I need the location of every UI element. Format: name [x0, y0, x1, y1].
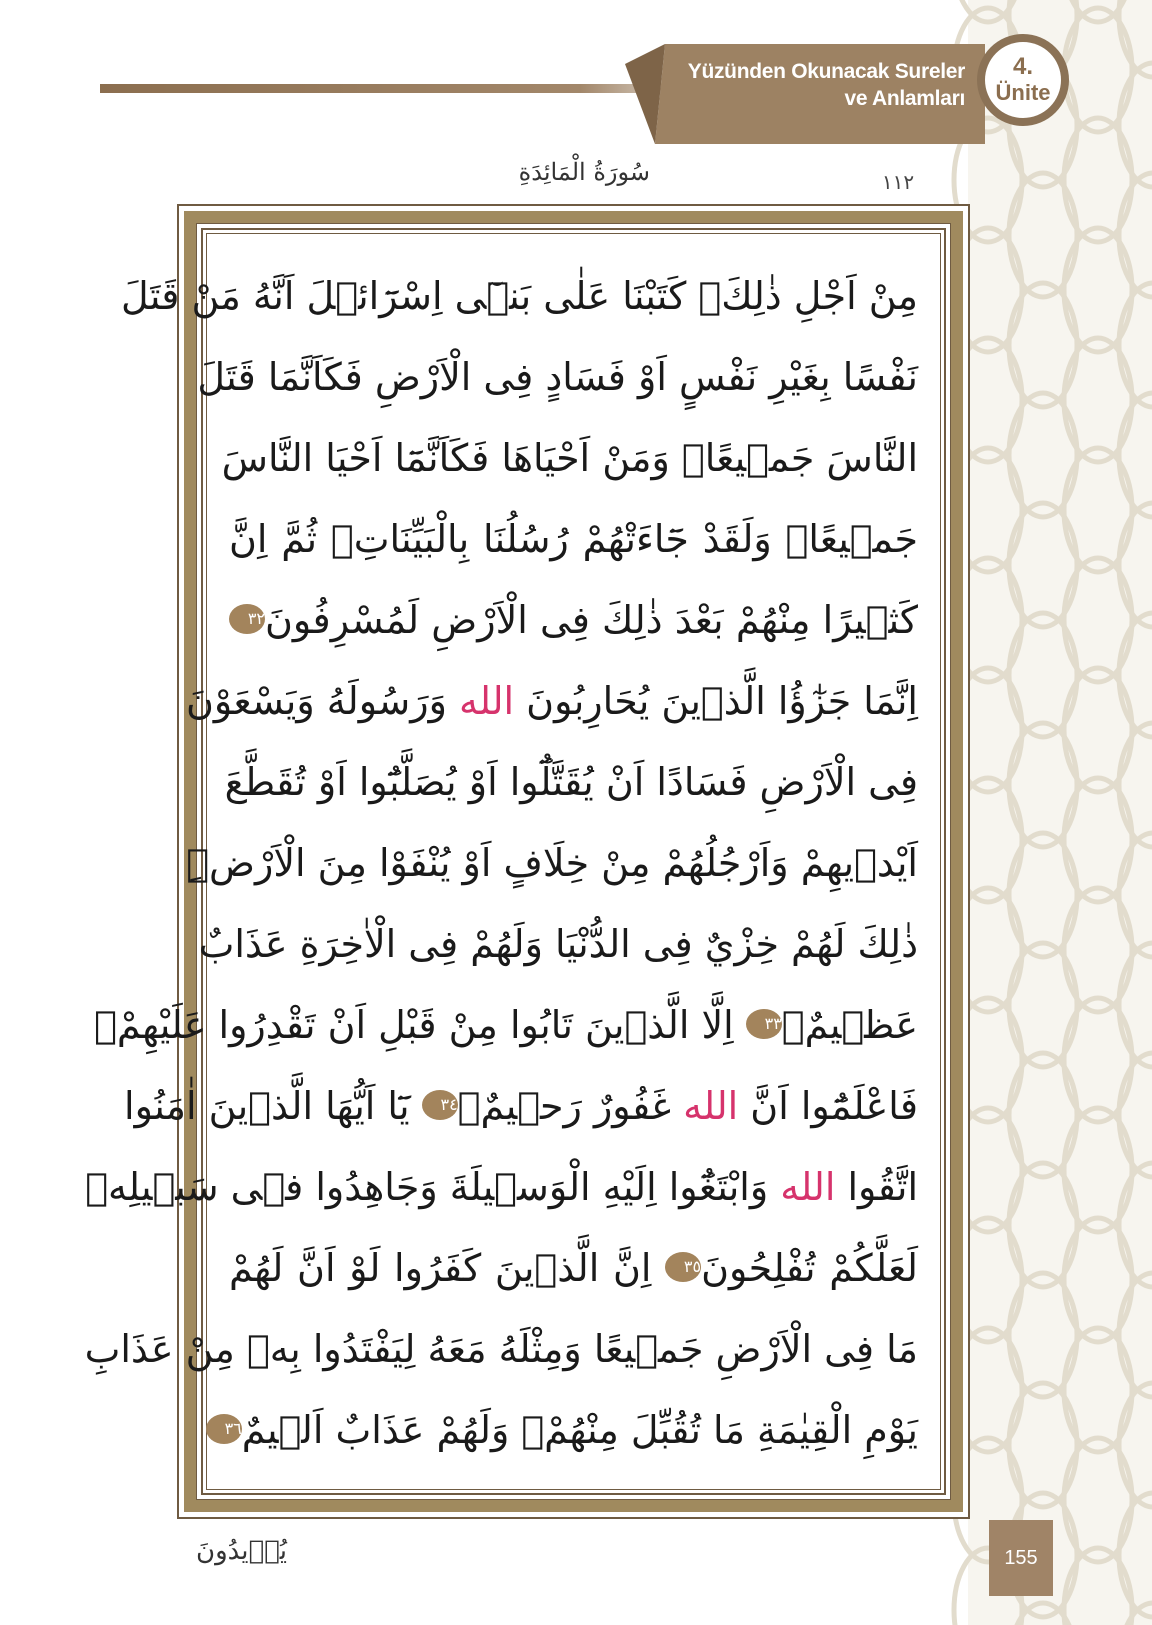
verse-text: مِنْ اَجْلِ ذٰلِكَۚ كَتَبْنَا عَلٰى بَنٖٓى اِسْرَٓائٖلَ اَنَّهُ مَنْ قَتَلَ: [121, 274, 918, 318]
ayah-number-marker: ٣٢: [229, 604, 265, 634]
verse-text: النَّاسَ جَمٖيعًاۜ وَمَنْ اَحْيَاهَا فَكَاَنَّمَٓا اَحْيَا النَّاسَ: [221, 436, 918, 480]
verse-text: مَا فِى الْاَرْضِ جَمٖيعًا وَمِثْلَهُ مَعَهُ لِيَفْتَدُوا بِهٖ مِنْ عَذَابِ: [84, 1327, 918, 1371]
verse-text: اَيْدٖيهِمْ وَاَرْجُلُهُمْ مِنْ خِلَافٍ اَوْ يُنْفَوْا مِنَ الْاَرْضِۜ: [186, 841, 918, 885]
verse-text: ذٰلِكَ لَهُمْ خِزْيٌ فِى الدُّنْيَا وَلَهُمْ فِى الْاٰخِرَةِ عَذَابٌ: [198, 922, 918, 966]
verse-area: [84, 233, 941, 1490]
pattern-oval: [1119, 1273, 1152, 1397]
ayah-number-marker: ٣٦: [206, 1414, 242, 1444]
verse-text: اتَّقُوا: [835, 1165, 918, 1209]
verse-text: وَرَسُولَهُ وَيَسْعَوْنَ: [186, 679, 459, 723]
pattern-oval: [1119, 1053, 1152, 1177]
verse-text: لَعَلَّكُمْ تُفْلِحُونَ: [701, 1246, 918, 1290]
mushaf-page-number: ١١٢: [881, 170, 915, 194]
pattern-oval: [1119, 283, 1152, 407]
unit-badge: [977, 34, 1069, 126]
verse-line: [186, 823, 918, 904]
pattern-oval: [1119, 503, 1152, 627]
highlighted-word: الله: [780, 1165, 836, 1209]
verse-text: يَوْمِ الْقِيٰمَةِ مَا تُقُبِّلَ مِنْهُمْۚ وَلَهُمْ عَذَابٌ اَلٖيمٌ: [241, 1408, 918, 1452]
surah-name: سُورَةُ الْمَائِدَةِ: [518, 158, 650, 186]
verse-text: اِنَّ الَّذٖينَ كَفَرُوا لَوْ اَنَّ لَهُمْ: [229, 1246, 666, 1290]
page-number: 155: [989, 1520, 1053, 1596]
frame-inner-border: [84, 228, 946, 1495]
ayah-number-marker: ٣٥: [665, 1252, 701, 1282]
verse-line: [229, 1228, 918, 1309]
pattern-oval: [1119, 63, 1152, 187]
side-decorative-pattern: [968, 0, 1152, 1625]
unit-title-line1: Yüzünden Okunacak Sureler: [687, 60, 965, 83]
verse-line: [84, 1309, 918, 1390]
verse-text: فَاعْلَمُٓوا اَنَّ: [738, 1084, 918, 1128]
verse-line: [229, 499, 918, 580]
unit-number: 4.: [1012, 53, 1033, 80]
unit-title: [685, 58, 965, 112]
verse-line: [229, 580, 918, 661]
verse-text: وَابْتَغُٓوا اِلَيْهِ الْوَسٖيلَةَ وَجَاهِدُوا فٖى سَبٖيلِهٖ: [85, 1165, 781, 1209]
verse-text: فِى الْاَرْضِ فَسَادًا اَنْ يُقَتَّلُٓوا اَوْ يُصَلَّبُٓوا اَوْ تُقَطَّعَ: [224, 760, 918, 804]
pattern-oval: [1119, 1383, 1152, 1507]
catchword: يُرٖيدُونَ: [196, 1536, 287, 1566]
pattern-oval: [1119, 613, 1152, 737]
unit-title-line2: ve Anlamları: [844, 87, 965, 110]
verse-line: [186, 661, 918, 742]
pattern-oval: [1119, 173, 1152, 297]
pattern-oval: [1119, 393, 1152, 517]
frame-gold-border: [84, 211, 963, 1512]
verse-text: نَفْسًا بِغَيْرِ نَفْسٍ اَوْ فَسَادٍ فِى الْاَرْضِ فَكَاَنَّمَا قَتَلَ: [197, 355, 918, 399]
verse-text: يَٓا اَيُّهَا الَّذٖينَ اٰمَنُوا: [124, 1084, 422, 1128]
verse-line: [224, 742, 918, 823]
verse-line: [197, 337, 918, 418]
verse-lines: [84, 256, 918, 1471]
ayah-number-marker: ٣٣: [746, 1009, 782, 1039]
verse-line: [198, 904, 918, 985]
verse-line: [121, 256, 918, 337]
verse-line: [85, 1147, 918, 1228]
verse-line: [94, 985, 918, 1066]
ayah-number-marker: ٣٤: [422, 1090, 458, 1120]
verse-line: [124, 1066, 918, 1147]
pattern-oval: [1119, 1163, 1152, 1287]
verse-text: اِنَّمَا جَزٰٓؤُا الَّذٖينَ يُحَارِبُونَ: [514, 679, 918, 723]
pattern-oval: [1119, 833, 1152, 957]
verse-line: [224, 1390, 918, 1471]
verse-text: كَثٖيرًا مِنْهُمْ بَعْدَ ذٰلِكَ فِى الْاَرْضِ لَمُسْرِفُونَ: [265, 598, 918, 642]
unit-label: Ünite: [995, 80, 1051, 105]
verse-text: اِلَّا الَّذٖينَ تَابُوا مِنْ قَبْلِ اَنْ تَقْدِرُوا عَلَيْهِمْۚ: [94, 1003, 746, 1047]
verse-line: [221, 418, 918, 499]
highlighted-word: الله: [683, 1084, 739, 1128]
pattern-oval: [1119, 1493, 1152, 1617]
unit-badge-inner: [985, 42, 1061, 118]
highlighted-word: الله: [459, 679, 515, 723]
verse-text: جَمٖيعًاۜ وَلَقَدْ جَٓاءَتْهُمْ رُسُلُنَا بِالْبَيِّنَاتِۘ ثُمَّ اِنَّ: [229, 517, 918, 561]
verse-text: عَظٖيمٌۙ: [781, 1003, 918, 1047]
quran-page-frame: [84, 204, 970, 1519]
pattern-oval: [1119, 723, 1152, 847]
interlace-pattern-graphic: [968, 0, 1152, 1625]
pattern-oval: [1119, 943, 1152, 1067]
verse-text: غَفُورٌ رَحٖيمٌ۟: [457, 1084, 684, 1128]
